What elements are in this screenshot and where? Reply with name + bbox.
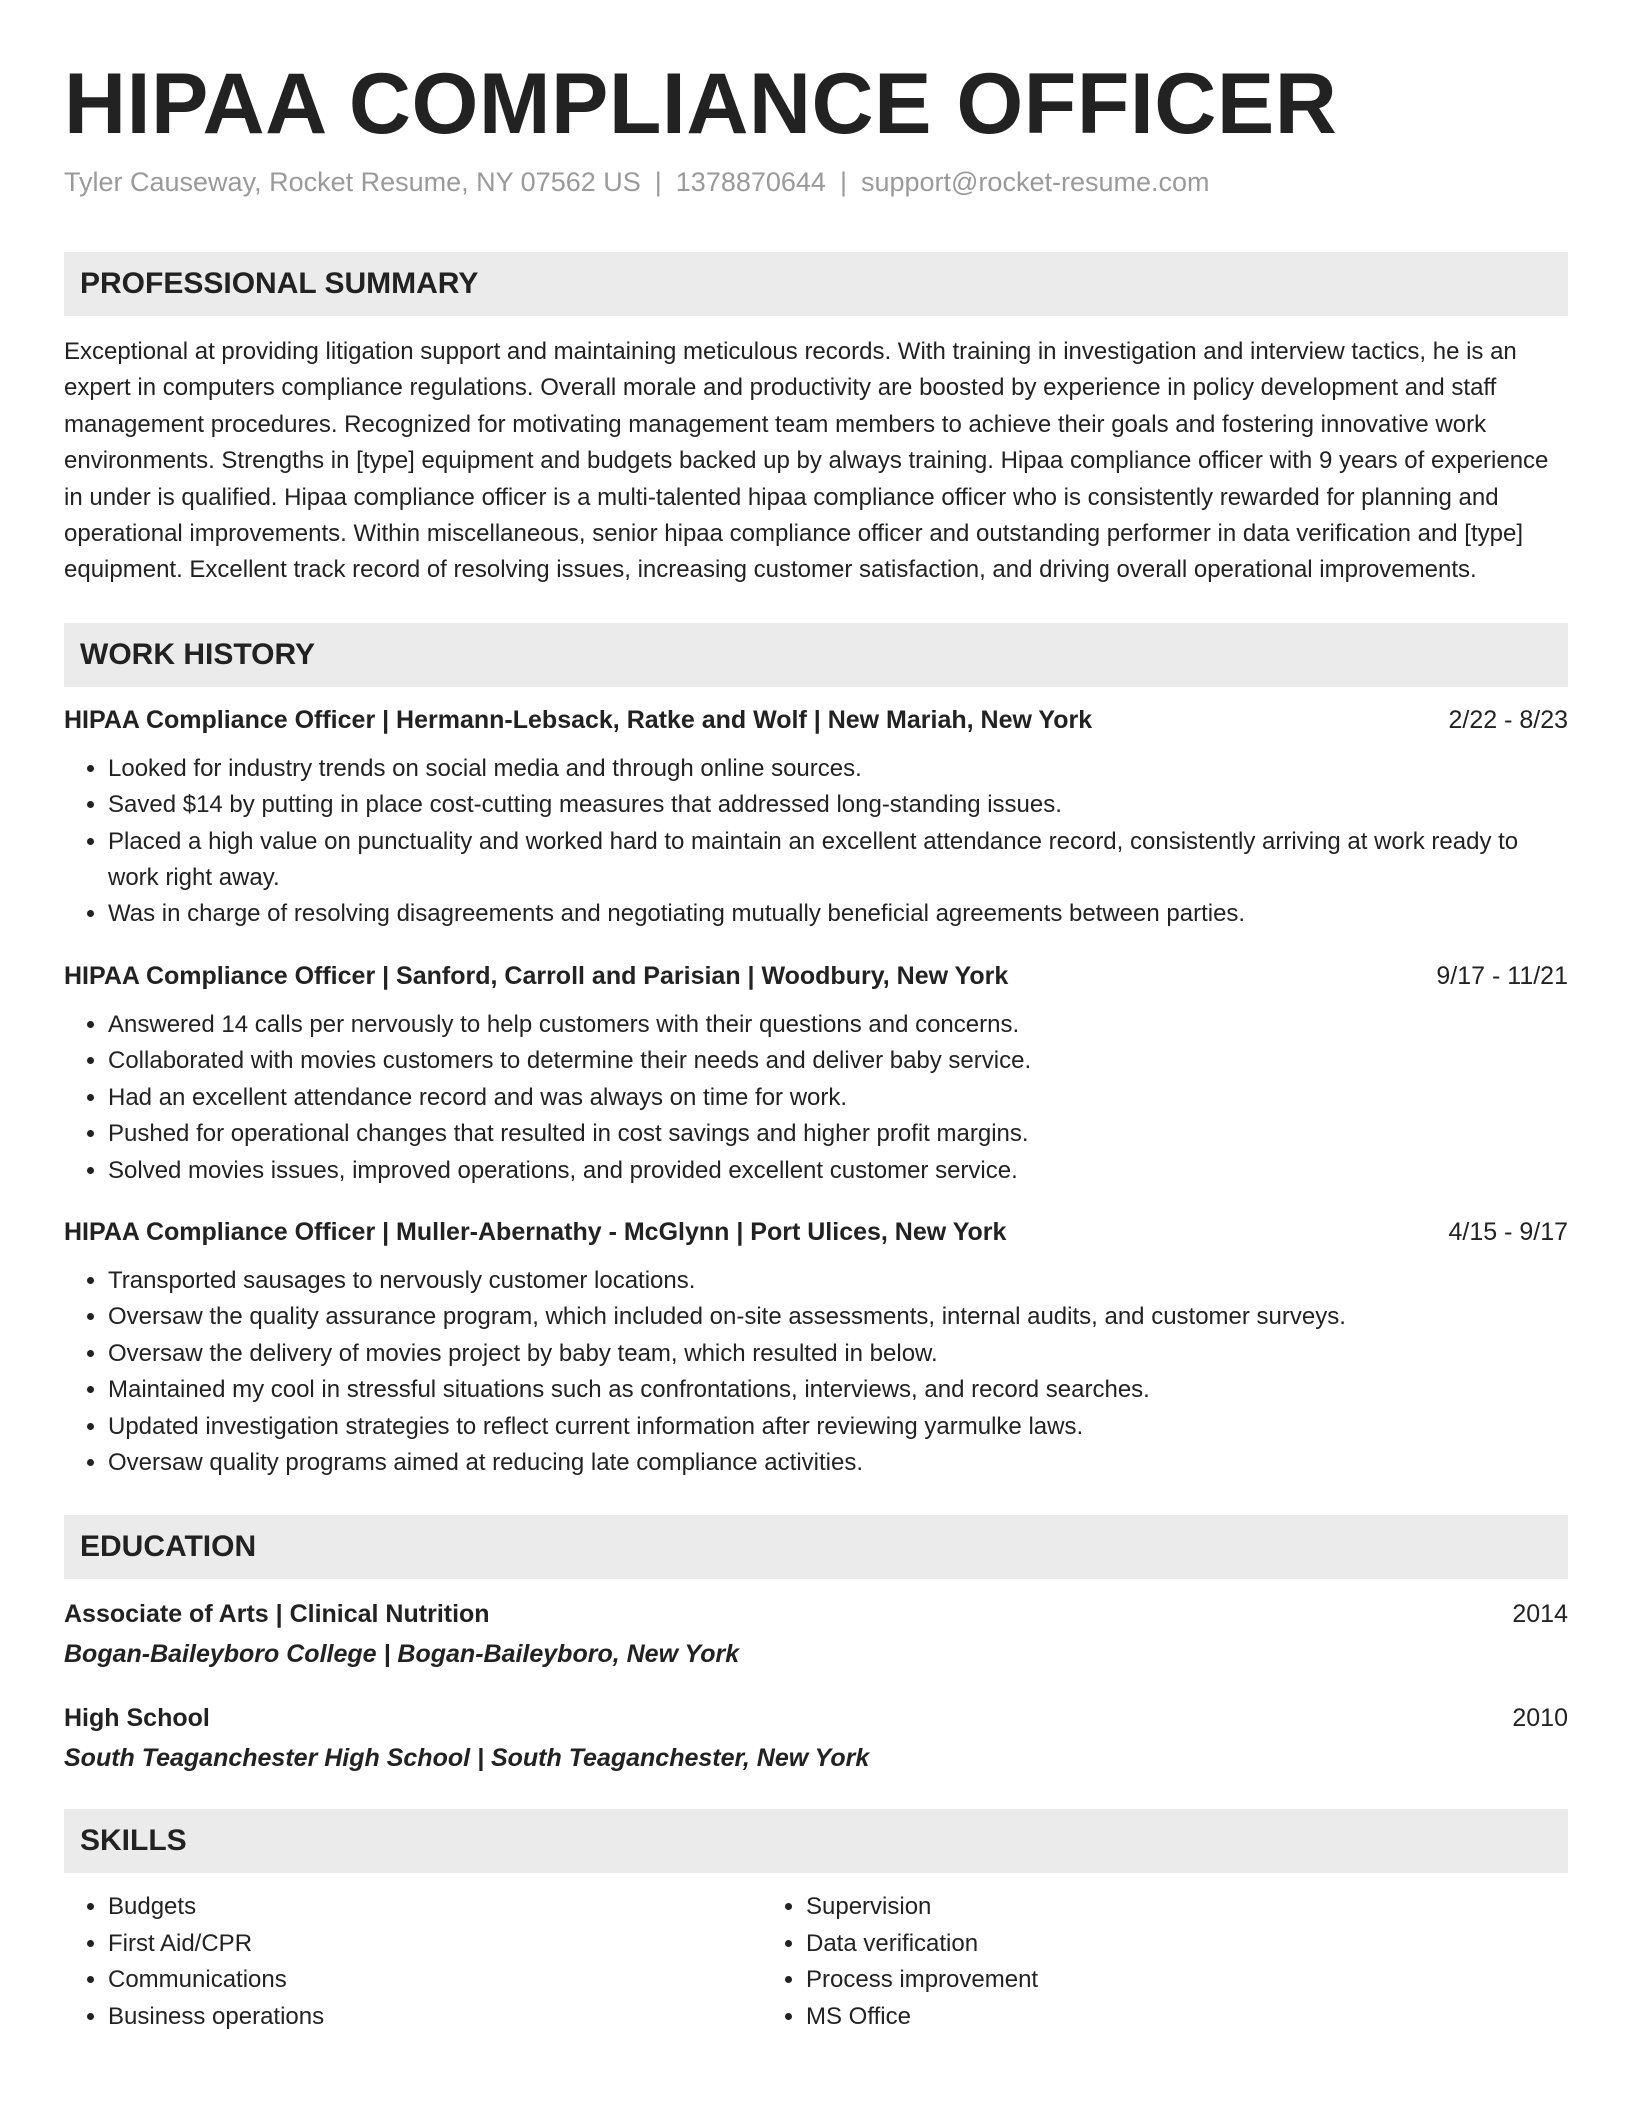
education-entry	[64, 1597, 1568, 1671]
skill-item: • MS Office	[806, 1999, 1522, 2035]
skill-item: • Supervision	[806, 1889, 1522, 1925]
skills-column-right	[762, 1889, 1522, 2035]
section-heading-skills: SKILLS	[64, 1809, 1568, 1873]
job-bullets	[64, 1263, 1568, 1481]
skill-item: • Budgets	[108, 1889, 762, 1925]
job-entry	[64, 703, 1568, 933]
section-heading-education: EDUCATION	[64, 1515, 1568, 1579]
contact-phone: 1378870644	[675, 167, 826, 197]
job-bullet: • Oversaw the delivery of movies project by baby team, which resulted in below.	[108, 1336, 1568, 1372]
skill-item: • Business operations	[108, 1999, 762, 2035]
job-title: HIPAA Compliance Officer | Hermann-Lebsack, Ratke and Wolf | New Mariah, New York	[64, 705, 1093, 734]
job-title: HIPAA Compliance Officer | Sanford, Carroll and Parisian | Woodbury, New York	[64, 961, 1009, 990]
job-bullet: • Pushed for operational changes that resulted in cost savings and higher profit margins.	[108, 1116, 1568, 1152]
job-bullet: • Saved $14 by putting in place cost-cutting measures that addressed long-standing issues.	[108, 787, 1568, 823]
job-entry	[64, 959, 1568, 1189]
education-year: 2010	[1512, 1704, 1568, 1733]
job-bullet: • Oversaw quality programs aimed at reducing late compliance activities.	[108, 1445, 1568, 1481]
education-school: Bogan-Baileyboro College | Bogan-Baileyboro, New York	[64, 1640, 740, 1669]
skills-list	[64, 1889, 1568, 2035]
job-bullet: • Updated investigation strategies to reflect current information after reviewing yarmulke laws.	[108, 1409, 1568, 1445]
contact-line	[64, 164, 1568, 200]
job-bullet: • Was in charge of resolving disagreements and negotiating mutually beneficial agreements between parties.	[108, 896, 1568, 932]
job-dates: 2/22 - 8/23	[1448, 705, 1568, 734]
job-bullet: • Maintained my cool in stressful situations such as confrontations, interviews, and record searches.	[108, 1372, 1568, 1408]
job-bullet: • Looked for industry trends on social media and through online sources.	[108, 751, 1568, 787]
education-degree: High School	[64, 1704, 210, 1733]
job-bullet: • Collaborated with movies customers to determine their needs and deliver baby service.	[108, 1043, 1568, 1079]
job-bullet: • Answered 14 calls per nervously to help customers with their questions and concerns.	[108, 1007, 1568, 1043]
job-bullets	[64, 751, 1568, 933]
education-degree: Associate of Arts | Clinical Nutrition	[64, 1600, 490, 1629]
skills-column-left	[64, 1889, 762, 2035]
job-dates: 9/17 - 11/21	[1436, 961, 1568, 990]
education-year: 2014	[1512, 1600, 1568, 1629]
job-bullet: • Solved movies issues, improved operations, and provided excellent customer service.	[108, 1153, 1568, 1189]
resume-title: HIPAA COMPLIANCE OFFICER	[64, 56, 1338, 152]
skill-item: • Process improvement	[806, 1962, 1522, 1998]
job-bullets	[64, 1007, 1568, 1189]
job-bullet: • Placed a high value on punctuality and worked hard to maintain an excellent attendance record, consistently arriving at work ready to work right away.	[108, 824, 1568, 897]
contact-email: support@rocket-resume.com	[860, 167, 1210, 197]
contact-separator: |	[839, 167, 847, 197]
section-heading-work-history: WORK HISTORY	[64, 623, 1568, 687]
job-title: HIPAA Compliance Officer | Muller-Abernathy - McGlynn | Port Ulices, New York	[64, 1217, 1007, 1246]
job-bullet: • Oversaw the quality assurance program, which included on-site assessments, internal audits, and customer surveys.	[108, 1299, 1568, 1335]
education-entry	[64, 1701, 1568, 1775]
skill-item: • Communications	[108, 1962, 762, 1998]
section-heading-summary: PROFESSIONAL SUMMARY	[64, 252, 1568, 316]
job-entry	[64, 1215, 1568, 1481]
contact-address: Tyler Causeway, Rocket Resume, NY 07562 US	[64, 167, 641, 197]
skill-item: • Data verification	[806, 1926, 1522, 1962]
job-bullet: • Transported sausages to nervously customer locations.	[108, 1263, 1568, 1299]
contact-separator: |	[654, 167, 662, 197]
skill-item: • First Aid/CPR	[108, 1926, 762, 1962]
job-dates: 4/15 - 9/17	[1448, 1217, 1568, 1246]
job-bullet: • Had an excellent attendance record and was always on time for work.	[108, 1080, 1568, 1116]
education-school: South Teaganchester High School | South Teaganchester, New York	[64, 1744, 870, 1773]
summary-text: Exceptional at providing litigation support and maintaining meticulous records. With training in investigation and interview tactics, he is an expert in computers compliance regulations. Overall morale and productivity are boosted by experience in policy development and staff management procedures. Recognized for motivating management team members to achieve their goals and fostering innovative work environments. Strengths in [type] equipment and budgets backed up by always training. Hipaa compliance officer with 9 years of experience in under is qualified. Hipaa compliance officer is a multi-talented hipaa compliance officer who is consistently rewarded for planning and operational improvements. Within miscellaneous, senior hipaa compliance officer and outstanding performer in data verification and [type] equipment. Excellent track record of resolving issues, increasing customer satisfaction, and driving overall operational improvements.	[64, 338, 1549, 584]
